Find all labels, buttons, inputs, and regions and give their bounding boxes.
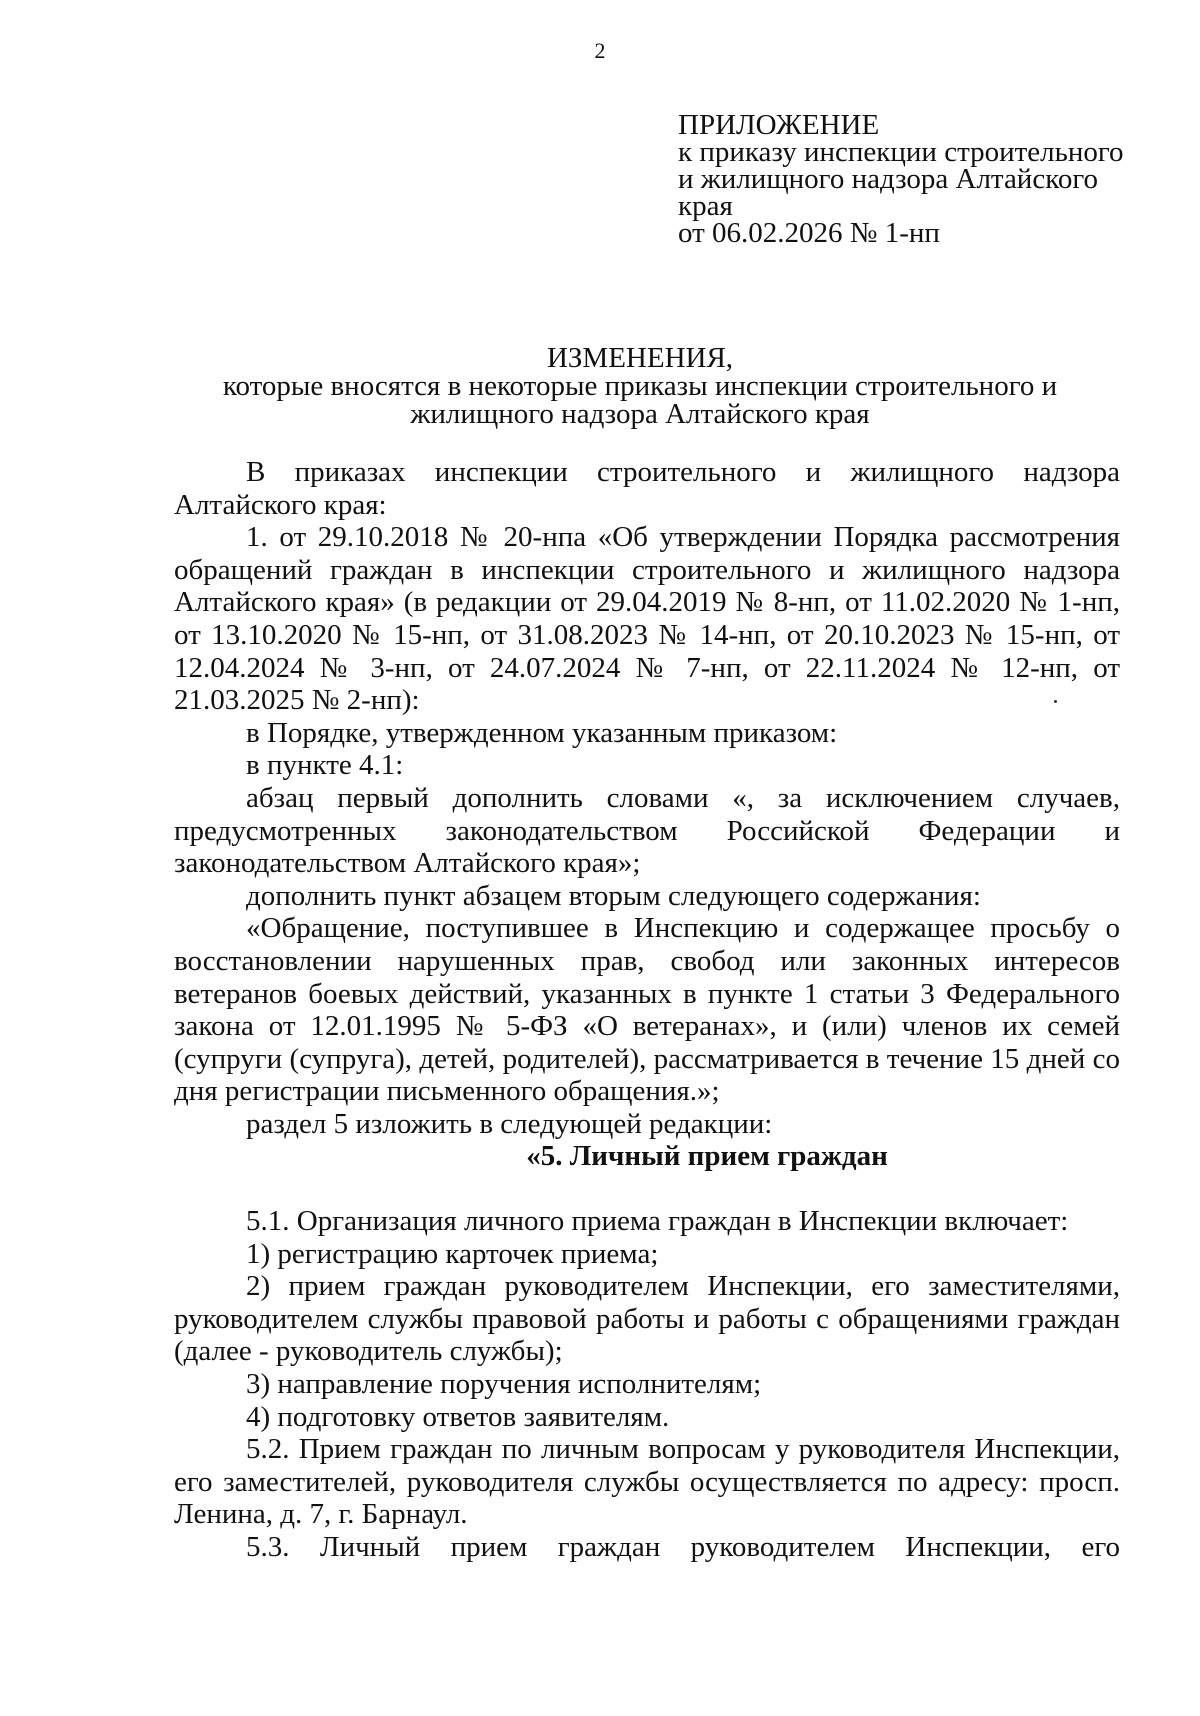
paragraph: В приказах инспекции строительного и жилищного надзора Алтайского края: bbox=[174, 456, 1120, 521]
paragraph: 5.1. Организация личного приема граждан в Инспекции включает: bbox=[246, 1205, 1069, 1238]
appendix-line: края bbox=[678, 190, 733, 222]
paragraph: 1) регистрацию карточек приема; bbox=[246, 1237, 659, 1270]
appendix-heading: ПРИЛОЖЕНИЕ bbox=[678, 109, 880, 141]
paragraph: дополнить пункт абзацем вторым следующего содержания: bbox=[246, 879, 981, 912]
title-line: которые вносятся в некоторые приказы инспекции строительного и bbox=[222, 370, 1058, 402]
appendix-line: и жилищного надзора Алтайского bbox=[678, 163, 1098, 195]
paragraph: раздел 5 изложить в следующей редакции: bbox=[246, 1107, 773, 1140]
paragraph: 2) прием граждан руководителем Инспекции, его заместителями, руководителем службы правовой работы и работы с обращениями граждан (далее - руководитель службы); bbox=[174, 1270, 1120, 1368]
paragraph: 4) подготовку ответов заявителям. bbox=[246, 1400, 670, 1433]
paragraph: 3) направление поручения исполнителям; bbox=[246, 1368, 762, 1401]
document-title bbox=[160, 344, 1120, 428]
appendix-line: к приказу инспекции строительного bbox=[678, 136, 1124, 168]
paragraph: в Порядке, утвержденном указанным приказом: bbox=[246, 716, 838, 749]
paragraph: 5.3. Личный прием граждан руководителем Инспекции, его bbox=[246, 1531, 1120, 1563]
appendix-line: от 06.02.2026 № 1-нп bbox=[678, 217, 940, 249]
paragraph: абзац первый дополнить словами «, за исключением случаев, предусмотренных законодательством Российской Федерации и законодательством Алтайского края»; bbox=[174, 781, 1120, 880]
paragraph: «Обращение, поступившее в Инспекцию и содержащее просьбу о восстановлении нарушенных прав, свобод или законных интересов ветеранов боевых действий, указанных в пункте 1 статьи 3 Федерального закона от 12.01.1995 № 5-ФЗ «О ветеранах», и (или) членов их семей (супруги (супруга), детей, родителей), рассматривается в течение 15 дней со дня регистрации письменного обращения.»; bbox=[174, 912, 1120, 1108]
paragraph: 5.2. Прием граждан по личным вопросам у руководителя Инспекции, его заместителей, руководителя службы осуществляется по адресу: просп. Ленина, д. 7, г. Барнаул. bbox=[174, 1433, 1120, 1531]
paragraph: 1. от 29.10.2018 № 20-нпа «Об утверждении Порядка рассмотрения обращений граждан в инспекции строительного и жилищного надзора Алтайского края» (в редакции от 29.04.2019 № 8-нп, от 11.02.2020 № 1-нп, от 13.10.2020 № 15-нп, от 31.08.2023 № 14-нп, от 20.10.2023 № 15-нп, от 12.04.2024 № 3-нп, от 24.07.2024 № 7-нп, от 22.11.2024 № 12-нп, от 21.03.2025 № 2-нп): bbox=[174, 521, 1120, 717]
title-heading: ИЗМЕНЕНИЯ, bbox=[546, 342, 734, 374]
scan-speck bbox=[1054, 700, 1057, 703]
section-title: «5. Личный прием граждан bbox=[526, 1140, 888, 1173]
appendix-header bbox=[678, 109, 1148, 249]
paragraph: в пункте 4.1: bbox=[246, 749, 404, 782]
page-number: 2 bbox=[594, 38, 606, 63]
title-line: жилищного надзора Алтайского края bbox=[410, 398, 870, 430]
document-body bbox=[174, 456, 1120, 1564]
